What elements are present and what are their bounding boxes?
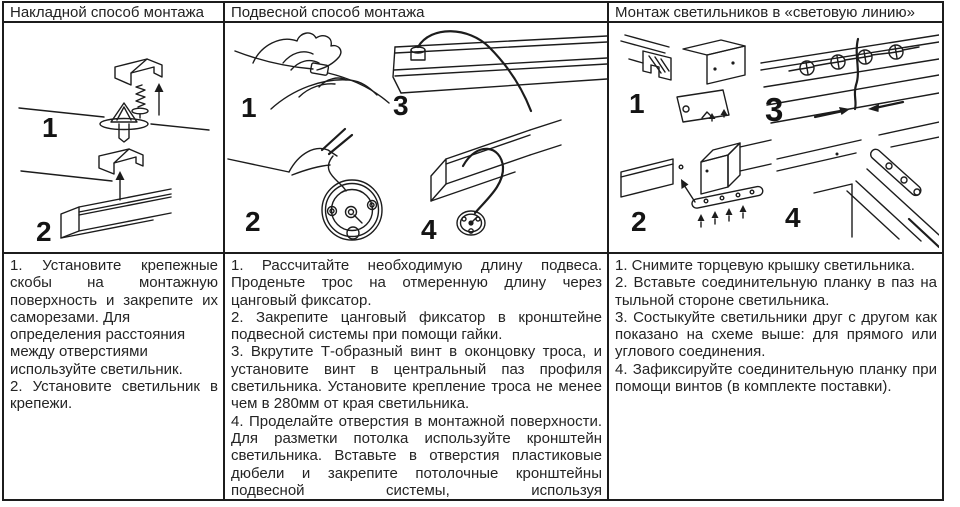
column-header-light-line [609, 3, 942, 23]
figure-corner-join [777, 122, 939, 247]
column-header-surface-mount [4, 3, 225, 23]
step-text: 4. Проделайте отверстия в монтажной поверхности. Для разметки потолка используйте кронштейн светильника. Вставьте в отверстия пластиковые дюбели и закрепите потолочные кронштейны подвесной системы, используя [231, 412, 602, 499]
figure-clip-profile [21, 149, 171, 247]
figure-canopy-bracket [228, 129, 382, 240]
steps-light-line [609, 254, 942, 499]
figure-number: 2 [631, 206, 647, 237]
step-text: 3. Состыкуйте светильники друг с другом как показано на схеме выше: для прямого или углового соединения. [615, 308, 937, 361]
figure-end-cap-removal [621, 35, 745, 122]
steps-suspended-mount [225, 254, 609, 499]
step-text: 1. Рассчитайте необходимую длину подвеса. Проденьте трос на отмеренную длину через цанговый фиксатор. [231, 257, 602, 309]
figure-number: 2 [245, 206, 261, 237]
figure-straight-join [761, 35, 939, 128]
step-text: определения расстояния [10, 326, 186, 344]
illustrations-surface-mount [4, 23, 225, 254]
figure-profile-cable [393, 31, 607, 121]
figure-number: 3 [765, 91, 784, 128]
step-text: 3. Вкрутите Т-образный винт в оконцовку троса, и установите винт в центральный паз профиля светильника. Установите крепление троса не менее чем в 280мм от края светильника. [231, 343, 602, 413]
column-header-suspended-mount [225, 3, 609, 23]
step-text: 2. Вставьте соединительную планку в паз на тыльной стороне светильника. [615, 274, 937, 309]
figure-connecting-plate [621, 140, 771, 237]
step-text: 2. Закрепите цанговый фиксатор в кронштейне подвесной системы при помощи гайки. [231, 308, 602, 344]
figure-number: 1 [42, 112, 58, 143]
header-label: Монтаж светильников в «световую линию» [615, 4, 915, 21]
steps-surface-mount [4, 254, 225, 499]
figure-clip-anchor [19, 59, 209, 143]
step-text: используйте светильник. [10, 360, 183, 378]
mounting-methods-table [2, 1, 944, 501]
surface-mount-diagram [4, 23, 223, 252]
step-text: 4. Зафиксируйте соединительную планку при помощи винтов (в комплекте поставки). [615, 360, 937, 396]
figure-number: 2 [36, 216, 52, 247]
figure-number: 3 [393, 90, 409, 121]
step-text: 2. Установите светильник в крепежи. [10, 378, 218, 413]
header-label: Подвесной способ монтажа [231, 4, 425, 21]
figure-profile-canopy-disc [421, 120, 561, 245]
header-label: Накладной способ монтажа [10, 4, 205, 21]
figure-number: 4 [785, 202, 801, 233]
figure-hands-cable [235, 33, 389, 123]
light-line-diagram [609, 23, 939, 252]
figure-number: 4 [421, 214, 437, 245]
step-text: 1. Установите крепежные скобы на монтажную поверхность и закрепите их саморезами. Для [10, 257, 218, 326]
figure-number: 1 [629, 88, 645, 119]
illustrations-light-line [609, 23, 942, 254]
figure-number: 1 [241, 92, 257, 123]
step-text: 1. Снимите торцевую крышку светильника. [615, 257, 915, 274]
illustrations-suspended-mount [225, 23, 609, 254]
step-text: между отверстиями [10, 343, 148, 361]
suspended-mount-diagram [225, 23, 607, 252]
